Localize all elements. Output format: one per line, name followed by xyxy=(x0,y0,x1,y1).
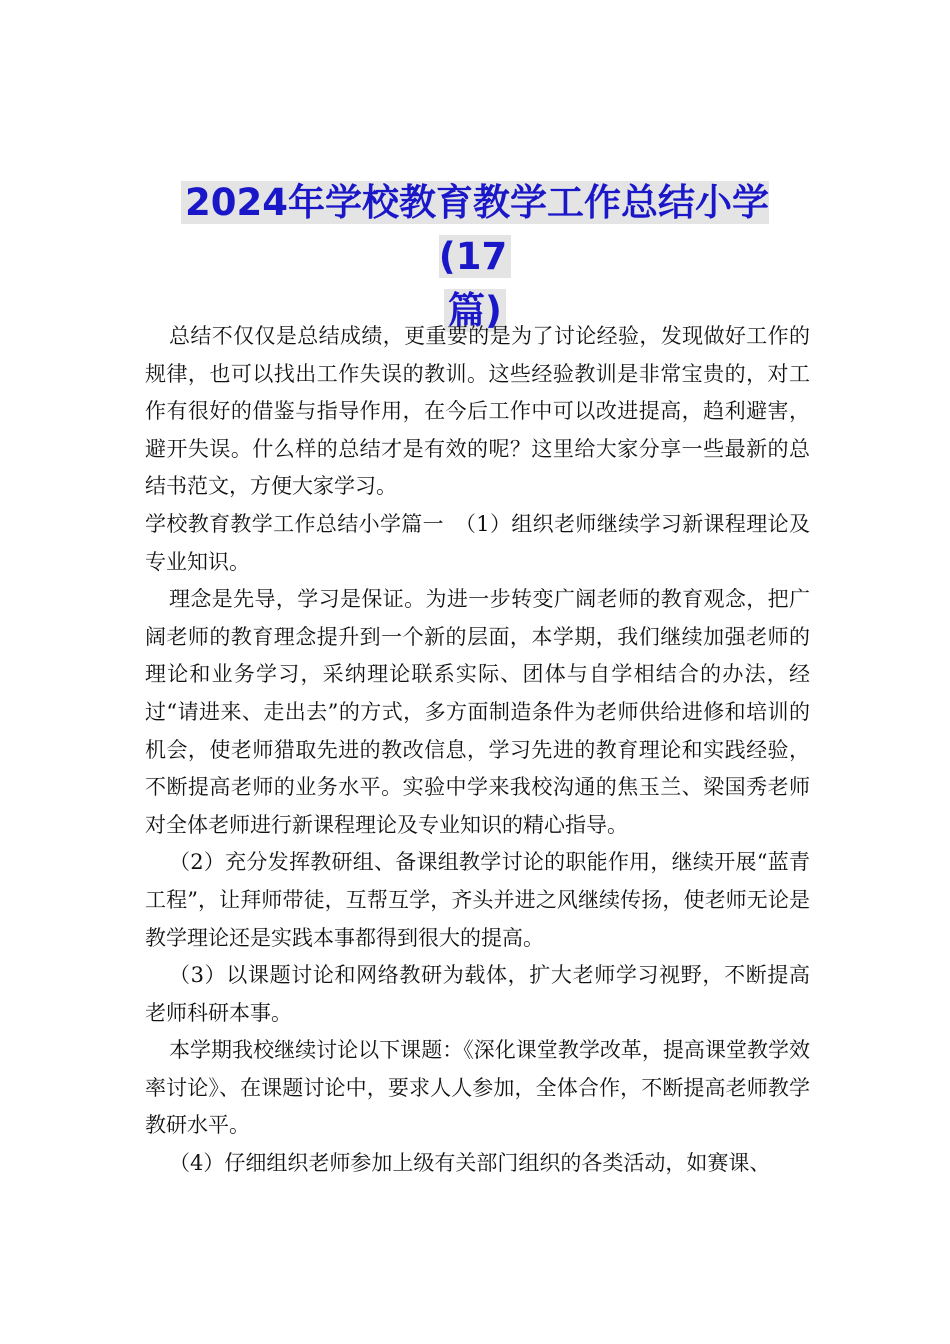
paragraph-section-heading: 学校教育教学工作总结小学篇一 （1）组织老师继续学习新课程理论及专业知识。 xyxy=(145,511,810,574)
paragraph-item-3: （3）以课题讨论和网络教研为载体，扩大老师学习视野，不断提高老师科研本事。 xyxy=(145,963,810,1025)
document-title xyxy=(150,176,800,338)
paragraph-item-4: （4）仔细组织老师参加上级有关部门组织的各类活动，如赛课、 xyxy=(169,1151,771,1176)
title-line-1-text: 2024年学校教育教学工作总结小学(17 xyxy=(181,181,769,278)
title-line-1 xyxy=(150,176,800,284)
paragraph-intro: 总结不仅仅是总结成绩，更重要的是为了讨论经验，发现做好工作的规律，也可以找出工作失误的教训。这些经验教训是非常宝贵的，对工作有很好的借鉴与指导作用，在今后工作中可以改进提高，趋利避害，避开失误。什么样的总结才是有效的呢？这里给大家分享一些最新的总结书范文，方便大家学习。 xyxy=(145,324,810,499)
title-line-2-text: 篇) xyxy=(444,289,506,332)
paragraph-item-2: （2）充分发挥教研组、备课组教学讨论的职能作用，继续开展“蓝青工程”，让拜师带徒，互帮互学，齐头并进之风继续传扬，使老师无论是教学理论还是实践本事都得到很大的提高。 xyxy=(145,850,810,950)
paragraph-research: 本学期我校继续讨论以下课题：《深化课堂教学改革，提高课堂教学效率讨论》、在课题讨论中，要求人人参加，全体合作，不断提高老师教学教研水平。 xyxy=(145,1038,810,1138)
paragraph-concept: 理念是先导，学习是保证。为进一步转变广阔老师的教育观念，把广阔老师的教育理念提升到一个新的层面，本学期，我们继续加强老师的理论和业务学习，采纳理论联系实际、团体与自学相结合的办法，经过“请进来、走出去”的方式，多方面制造条件为老师供给进修和培训的机会，使老师猎取先进的教改信息，学习先进的教育理论和实践经验，不断提高老师的业务水平。实验中学来我校沟通的焦玉兰、梁国秀老师对全体老师进行新课程理论及专业知识的精心指导。 xyxy=(145,587,810,837)
document-body xyxy=(145,318,810,1183)
